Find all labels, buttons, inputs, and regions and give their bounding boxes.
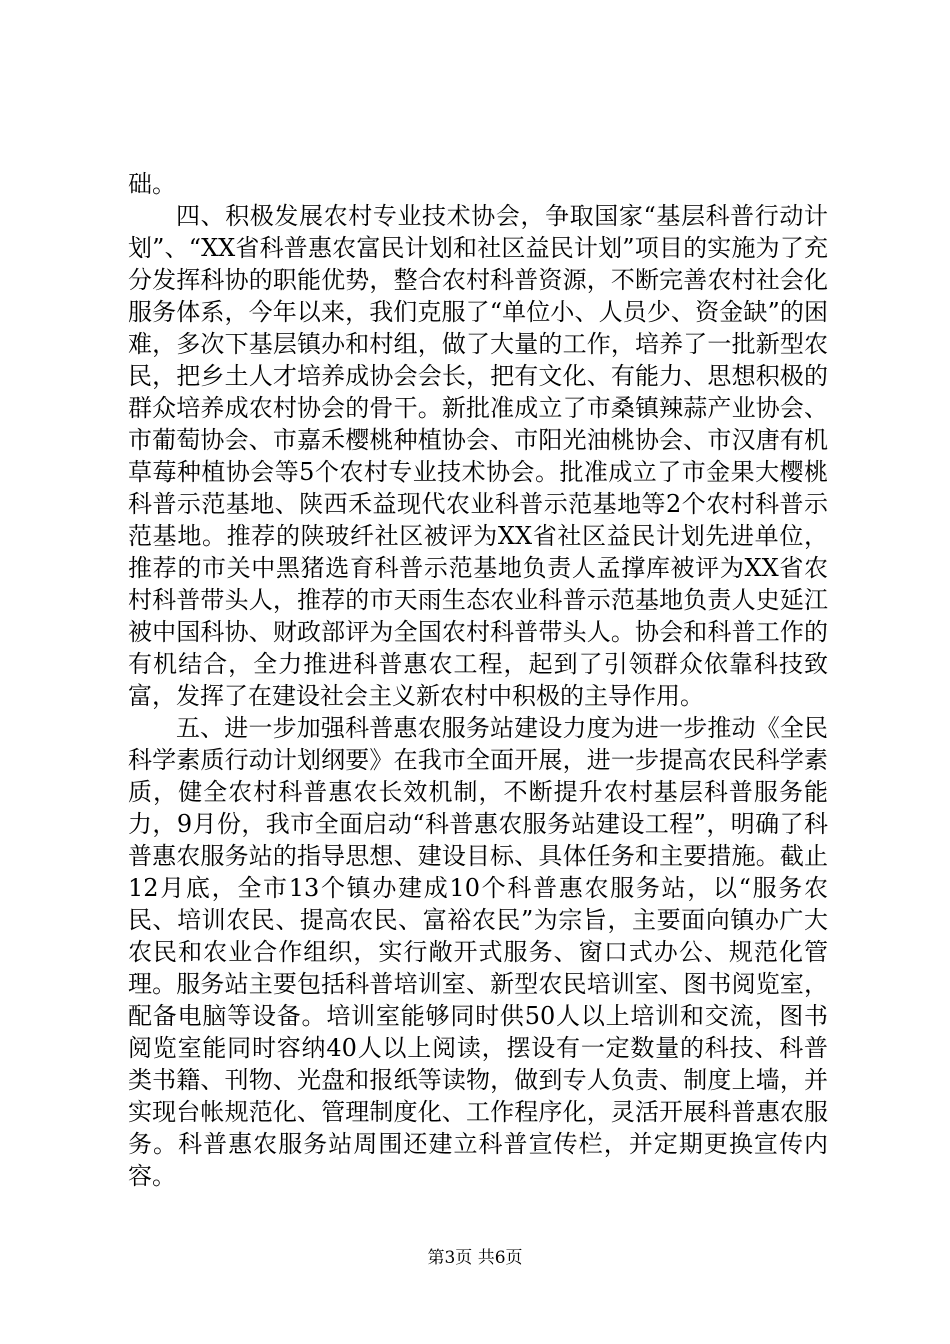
paragraph-section-four: 四、积极发展农村专业技术协会，争取国家“基层科普行动计划”、“XX省科普惠农富民计划和社区益民计划”项目的实施为了充分发挥科协的职能优势，整合农村科普资源，不断完善农村社会化服务体系，今年以来，我们克服了“单位小、人员少、资金缺”的困难，多次下基层镇办和村组，做了大量的工作，培养了一批新型农民，把乡土人才培养成协会会长，把有文化、有能力、思想积极的群众培养成农村协会的骨干。新批准成立了市桑镇辣蒜产业协会、市葡萄协会、市嘉禾樱桃种植协会、市阳光油桃协会、市汉唐有机草莓种植协会等5个农村专业技术协会。批准成立了市金果大樱桃科普示范基地、陕西禾益现代农业科普示范基地等2个农村科普示范基地。推荐的陕玻纤社区被评为XX省社区益民计划先进单位，推荐的市关中黑猪选育科普示范基地负责人孟撑库被评为XX省农村科普带头人，推荐的市天雨生态农业科普示范基地负责人史延江被中国科协、财政部评为全国农村科普带头人。协会和科普工作的有机结合，全力推进科普惠农工程，起到了引领群众依靠科技致富，发挥了在建设社会主义新农村中积极的主导作用。 <box>128 202 828 710</box>
page-number-footer: 第3页 共6页 <box>427 1248 523 1268</box>
paragraph-continuation: 础。 <box>128 170 176 198</box>
document-body <box>128 168 828 1192</box>
paragraph-section-five: 五、进一步加强科普惠农服务站建设力度为进一步推动《全民科学素质行动计划纲要》在我市全面开展，进一步提高农民科学素质，健全农村科普惠农长效机制，不断提升农村基层科普服务能力，9月份，我市全面启动“科普惠农服务站建设工程”，明确了科普惠农服务站的指导思想、建设目标、具体任务和主要措施。截止12月底，全市13个镇办建成10个科普惠农服务站，以“服务农民、培训农民、提高农民、富裕农民”为宗旨，主要面向镇办广大农民和农业合作组织，实行敞开式服务、窗口式办公、规范化管理。服务站主要包括科普培训室、新型农民培训室、图书阅览室，配备电脑等设备。培训室能够同时供50人以上培训和交流，图书阅览室能同时容纳40人以上阅读，摆设有一定数量的科技、科普类书籍、刊物、光盘和报纸等读物，做到专人负责、制度上墙，并实现台帐规范化、管理制度化、工作程序化，灵活开展科普惠农服务。科普惠农服务站周围还建立科普宣传栏，并定期更换宣传内容。 <box>128 714 828 1190</box>
